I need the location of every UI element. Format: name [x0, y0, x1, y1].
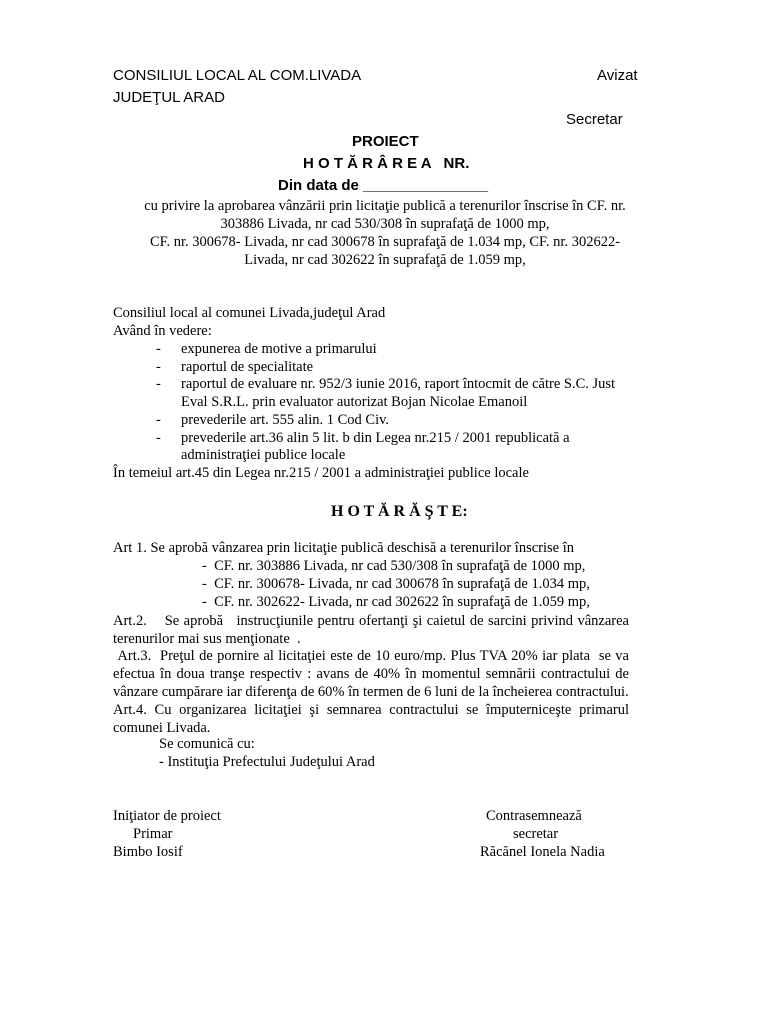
secretar-name: Răcănel Ionela Nadia	[480, 844, 605, 860]
initiator-label: Iniţiator de proiect	[113, 808, 221, 824]
preamble-item-continuation: Eval S.R.L. prin evaluator autorizat Bojan Nicolae Emanoil	[181, 394, 528, 410]
temeiul-line: În temeiul art.45 din Legea nr.215 / 2001 a administraţiei publice locale	[113, 465, 529, 481]
county-name: JUDEŢUL ARAD	[113, 89, 225, 106]
article-2: Art.2. Se aprobă instrucţiunile pentru ofertanţi şi caietul de sarcini privind vânzarea terenurilor mai sus menţionate .	[113, 613, 633, 647]
din-data-line: Din data de _______________	[278, 177, 489, 194]
hotararea-title: H O T Ă R Â R E A NR.	[303, 155, 470, 172]
dash-bullet: -	[156, 430, 161, 446]
article-4: Art.4. Cu organizarea licitaţiei şi semnarea contractului se împuterniceşte primarul comunei Livada.	[113, 702, 633, 736]
avand-label: Având în vedere:	[113, 323, 212, 339]
subject-line-4: Livada, nr cad 302622 în suprafaţă de 1.059 mp,	[244, 252, 526, 268]
proiect-title: PROIECT	[352, 133, 419, 150]
subject-line-2: 303886 Livada, nr cad 530/308 în suprafaţă de 1000 mp,	[220, 216, 550, 232]
dash-bullet: -	[156, 359, 161, 375]
primar-label: Primar	[133, 826, 173, 842]
primar-name: Bimbo Iosif	[113, 844, 183, 860]
comunica-item: - Instituţia Prefectului Judeţului Arad	[159, 754, 375, 770]
dash-bullet: -	[202, 576, 215, 592]
avizat-label: Avizat	[597, 67, 638, 84]
hotaraste-heading: H O T Ă R Ă Ş T E:	[331, 503, 468, 520]
council-line: Consiliul local al comunei Livada,judeţul Arad	[113, 305, 386, 321]
dash-bullet: -	[156, 341, 161, 357]
comunica-label: Se comunică cu:	[159, 736, 255, 752]
dash-bullet: -	[202, 594, 215, 610]
article-1-item: - CF. nr. 302622- Livada, nr cad 302622 în suprafaţă de 1.059 mp,	[202, 594, 590, 610]
secretar-sign-label: secretar	[513, 826, 559, 842]
preamble-item-continuation: administraţiei publice locale	[181, 447, 346, 463]
dash-bullet: -	[156, 376, 161, 392]
subject-line-3: CF. nr. 300678- Livada, nr cad 300678 în suprafaţă de 1.034 mp, CF. nr. 302622-	[149, 234, 621, 250]
article-1-item: - CF. nr. 300678- Livada, nr cad 300678 în suprafaţă de 1.034 mp,	[202, 576, 590, 592]
contrasemneaza-label: Contrasemnează	[486, 808, 582, 824]
secretar-label: Secretar	[566, 111, 623, 128]
dash-bullet: -	[156, 412, 161, 428]
dash-bullet: -	[202, 558, 215, 574]
article-3: Art.3. Preţul de pornire al licitaţiei este de 10 euro/mp. Plus TVA 20% iar plata se va efectua în doua tranşe respectiv : avans de 40% în momentul semnării contractului de vânzare cumpărare iar diferenţa de 60% în termen de 6 luni de la încheierea contractului.	[113, 648, 633, 700]
article-1-item: - CF. nr. 303886 Livada, nr cad 530/308 în suprafaţă de 1000 mp,	[202, 558, 586, 574]
subject-line-1: cu privire la aprobarea vânzării prin licitaţie publică a terenurilor înscrise în CF. nr.	[144, 198, 626, 214]
council-name: CONSILIUL LOCAL AL COM.LIVADA	[113, 67, 362, 84]
article-1: Art 1. Se aprobă vânzarea prin licitaţie publică deschisă a terenurilor înscrise în	[113, 540, 574, 556]
